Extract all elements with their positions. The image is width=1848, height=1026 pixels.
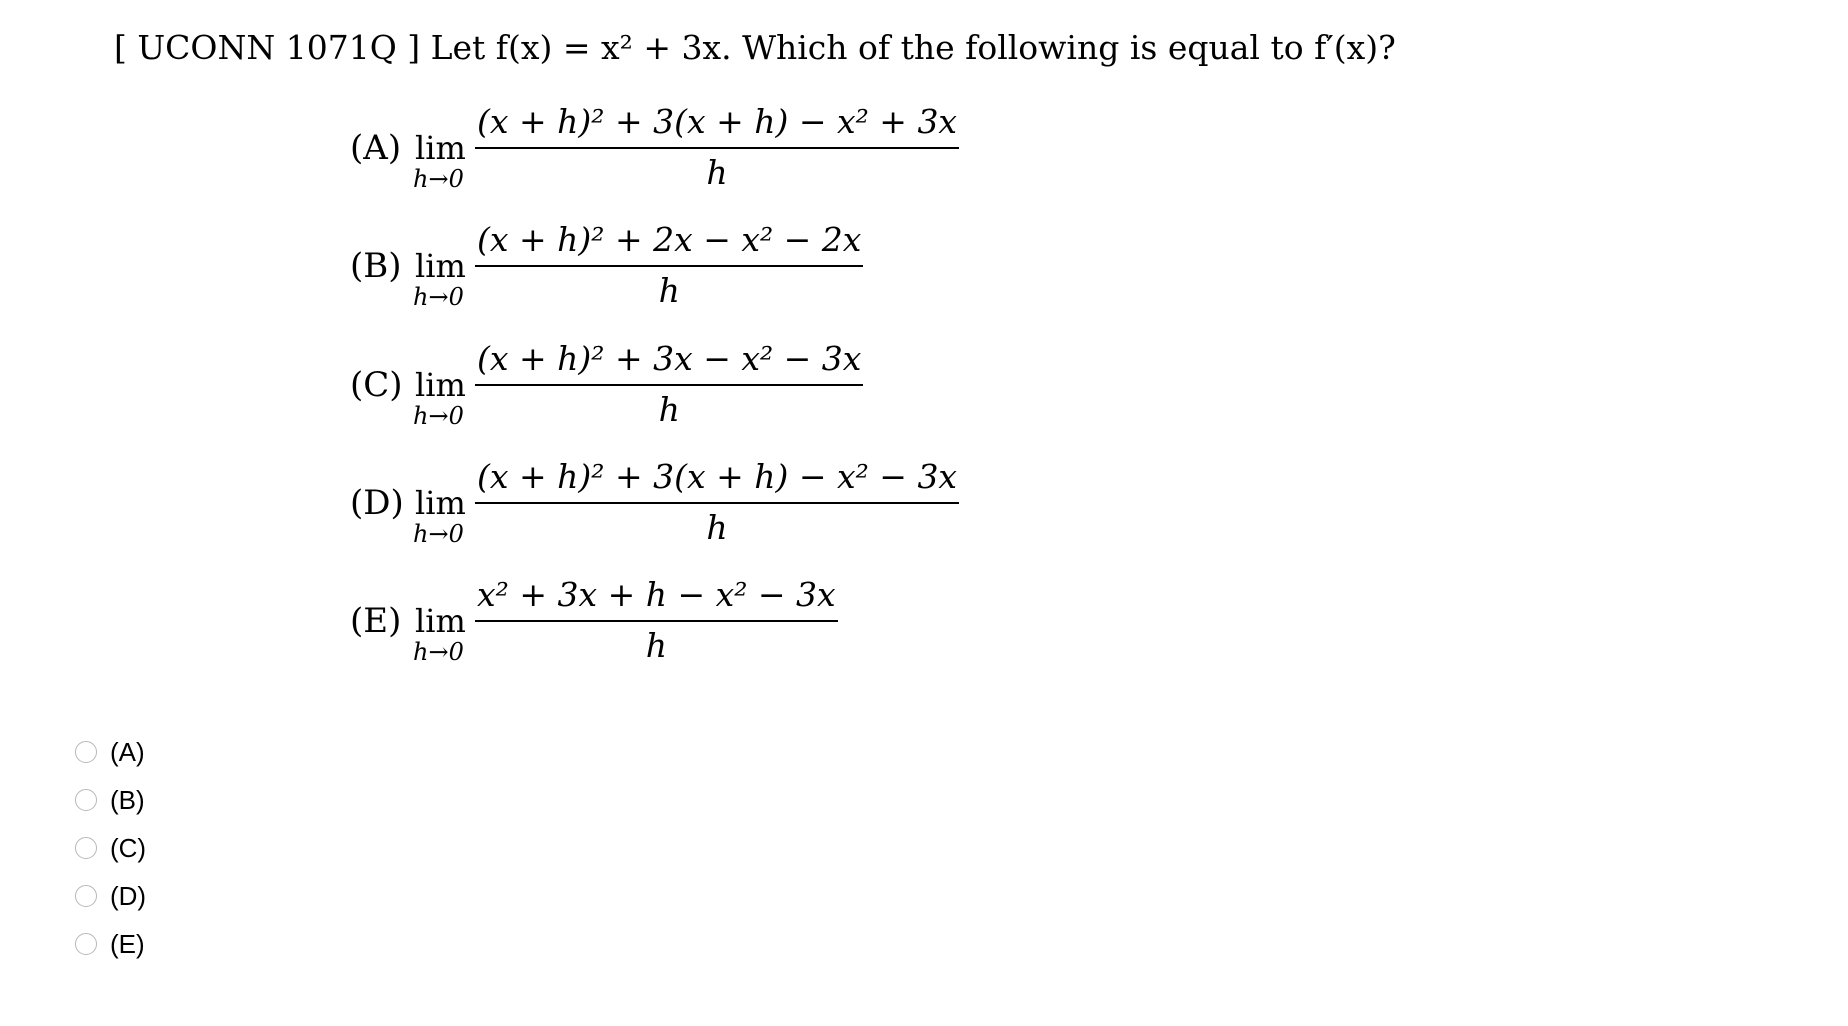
fraction — [475, 337, 863, 432]
lim-subscript: h→0 — [413, 283, 464, 311]
denominator: h — [706, 508, 728, 547]
lim-word: lim — [415, 129, 466, 167]
choice-e[interactable] — [75, 929, 146, 959]
fraction — [475, 100, 959, 195]
lim-word: lim — [415, 484, 466, 522]
choice-d[interactable] — [75, 881, 147, 911]
fraction — [475, 218, 863, 313]
radio-button[interactable] — [75, 885, 97, 907]
lim-subscript: h→0 — [413, 638, 464, 666]
option-label: (B) — [350, 246, 402, 286]
choice-label[interactable]: (C) — [110, 833, 147, 863]
choice-label[interactable]: (D) — [110, 881, 147, 911]
lim-subscript: h→0 — [413, 402, 464, 430]
option-label: (E) — [350, 601, 402, 641]
radio-button[interactable] — [75, 789, 97, 811]
question-text: [ UCONN 1071Q ] Let f(x) = x² + 3x. Which of the following is equal to f′(x)? — [114, 28, 1396, 67]
denominator: h — [645, 626, 667, 665]
numerator: x² + 3x + h − x² − 3x — [475, 573, 838, 622]
radio-button[interactable] — [75, 741, 97, 763]
radio-button[interactable] — [75, 933, 97, 955]
choice-label[interactable]: (A) — [110, 737, 145, 767]
choice-label[interactable]: (E) — [110, 929, 145, 959]
choice-a[interactable] — [75, 737, 146, 767]
option-label: (C) — [350, 365, 403, 405]
fraction — [475, 573, 838, 668]
option-label: (D) — [350, 483, 404, 523]
numerator: (x + h)² + 3x − x² − 3x — [475, 337, 863, 386]
choice-b[interactable] — [75, 785, 146, 815]
lim-subscript: h→0 — [413, 520, 464, 548]
lim-word: lim — [415, 366, 466, 404]
option-label: (A) — [350, 128, 402, 168]
fraction — [475, 455, 959, 550]
lim-word: lim — [415, 602, 466, 640]
denominator: h — [658, 390, 680, 429]
answer-choices — [75, 737, 147, 980]
lim-word: lim — [415, 247, 466, 285]
denominator: h — [706, 153, 728, 192]
lim-subscript: h→0 — [413, 165, 464, 193]
numerator: (x + h)² + 2x − x² − 2x — [475, 218, 863, 267]
choice-label[interactable]: (B) — [110, 785, 145, 815]
numerator: (x + h)² + 3(x + h) − x² − 3x — [475, 455, 959, 504]
radio-button[interactable] — [75, 837, 97, 859]
choice-c[interactable] — [75, 833, 147, 863]
numerator: (x + h)² + 3(x + h) − x² + 3x — [475, 100, 959, 149]
denominator: h — [658, 271, 680, 310]
